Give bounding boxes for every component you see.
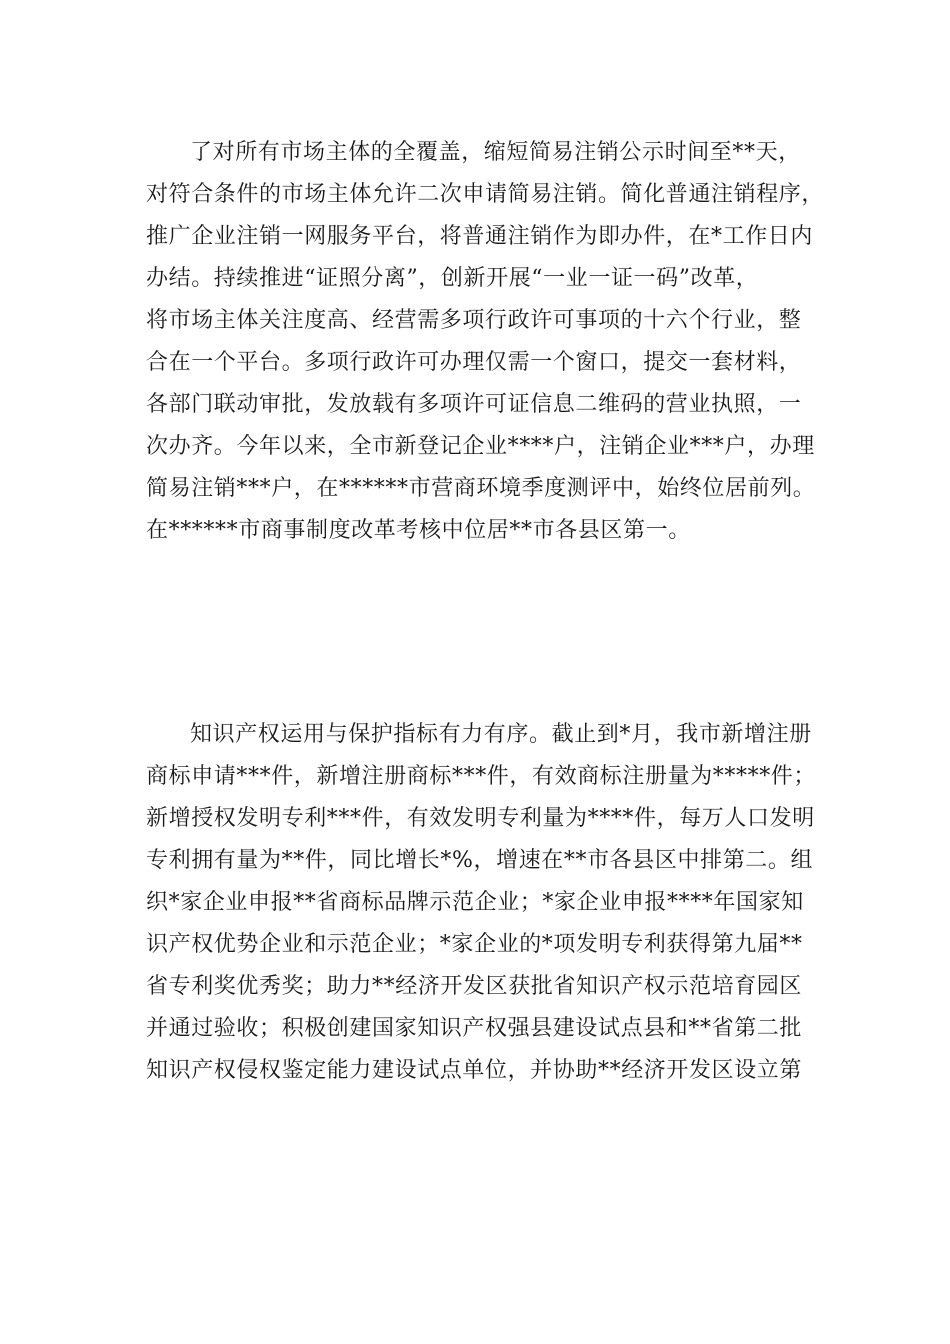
text-line: 知识产权侵权鉴定能力建设试点单位，并协助**经济开发区设立第: [146, 1058, 803, 1083]
text-line: 省专利奖优秀奖；助力**经济开发区获批省知识产权示范培育园区: [146, 974, 803, 999]
text-line: 织*家企业申报**省商标品牌示范企业；*家企业申报****年国家知: [146, 890, 804, 915]
text-line: 对符合条件的市场主体允许二次申请简易注销。简化普通注销程序，: [146, 182, 825, 207]
text-line: 推广企业注销一网服务平台，将普通注销作为即办件，在*工作日内: [146, 224, 814, 249]
text-line: 商标申请***件，新增注册商标***件，有效商标注册量为*****件；: [146, 764, 817, 789]
text-line: 将市场主体关注度高、经营需多项行政许可事项的十六个行业，整: [146, 308, 802, 333]
paragraph-intellectual-property: [146, 714, 817, 1092]
text-line: 并通过验收；积极创建国家知识产权强县建设试点县和**省第二批: [146, 1016, 803, 1041]
text-line: 办结。持续推进“证照分离”，创新开展“一业一证一码”改革，: [146, 266, 759, 291]
text-line: 专利拥有量为**件，同比增长*%，增速在**市各县区中排第二。组: [146, 848, 814, 873]
text-line: 合在一个平台。多项行政许可办理仅需一个窗口，提交一套材料，: [146, 350, 802, 375]
text-line: 各部门联动审批，发放载有多项许可证信息二维码的营业执照，一: [146, 392, 802, 417]
text-line: 知识产权运用与保护指标有力有序。截止到*月，我市新增注册: [190, 722, 812, 747]
text-line: 新增授权发明专利***件，有效发明专利量为****件，每万人口发明: [146, 806, 815, 831]
text-line: 简易注销***户，在******市营商环境季度测评中，始终位居前列。: [146, 476, 816, 501]
paragraph-business-registration: [146, 132, 825, 552]
text-line: 在******市商事制度改革考核中位居**市各县区第一。: [146, 518, 691, 543]
text-line: 次办齐。今年以来，全市新登记企业****户，注销企业***户，办理: [146, 434, 815, 459]
text-line: 了对所有市场主体的全覆盖，缩短简易注销公示时间至**天，: [190, 140, 801, 165]
text-line: 识产权优势企业和示范企业；*家企业的*项发明专利获得第九届**: [146, 932, 803, 957]
